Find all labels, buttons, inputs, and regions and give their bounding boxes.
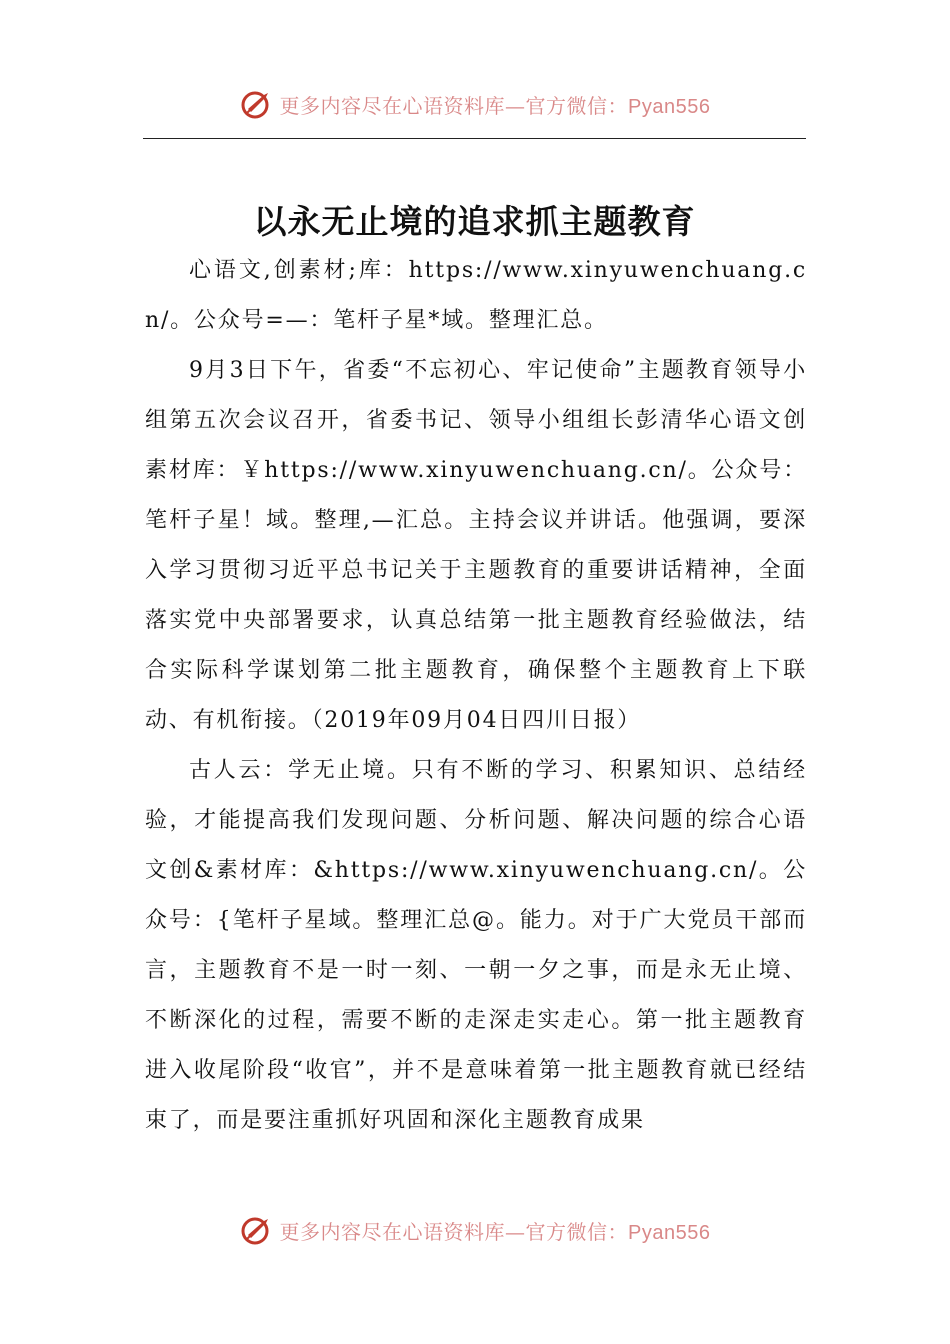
header-banner bbox=[0, 84, 950, 124]
header-banner-label: 更多内容尽在心语资料库—官方微信： bbox=[279, 93, 629, 118]
header-wechat-id: Pyan556 bbox=[628, 95, 711, 118]
footer-banner bbox=[0, 1210, 950, 1250]
footer-wechat-id: Pyan556 bbox=[628, 1221, 711, 1244]
paragraph-3: 古人云：学无止境。只有不断的学习、积累知识、总结经验，才能提高我们发现问题、分析问题、解决问题的综合心语文创&素材库：&https://www.xinyuwenchuang.cn/。公众号：{笔杆子星域。整理汇总@。能力。对于广大党员干部而言，主题教育不是一时一刻、一朝一夕之事，而是永无止境、不断深化的过程，需要不断的走深走实走心。第一批主题教育进入收尾阶段“收官”，并不是意味着第一批主题教育就已经结束了，而是要注重抓好巩固和深化主题教育成果 bbox=[145, 758, 807, 1133]
document-title: 以永无止境的追求抓主题教育 bbox=[253, 202, 696, 241]
paragraph-1: 心语文,创素材;库：https://www.xinyuwenchuang.cn/。公众号=—：笔杆子星*域。整理汇总。 bbox=[145, 258, 807, 333]
header-divider bbox=[143, 138, 806, 139]
footer-banner-label: 更多内容尽在心语资料库—官方微信： bbox=[279, 1219, 629, 1244]
document-body bbox=[145, 246, 807, 1146]
footer-banner-text bbox=[280, 1216, 711, 1245]
paragraph-2: 9月3日下午，省委“不忘初心、牢记使命”主题教育领导小组第五次会议召开，省委书记、领导小组组长彭清华心语文创素材库：￥https://www.xinyuwenchuang.cn/。公众号：笔杆子星！域。整理,—汇总。主持会议并讲话。他强调，要深入学习贯彻习近平总书记关于主题教育的重要讲话精神，全面落实党中央部署要求，认真总结第一批主题教育经验做法，结合实际科学谋划第二批主题教育，确保整个主题教育上下联动、有机衔接。（2019年09月04日四川日报） bbox=[145, 358, 807, 733]
pen-circle-logo-icon bbox=[240, 1213, 274, 1247]
header-banner-text bbox=[280, 90, 711, 119]
pen-circle-logo-icon bbox=[240, 87, 274, 121]
